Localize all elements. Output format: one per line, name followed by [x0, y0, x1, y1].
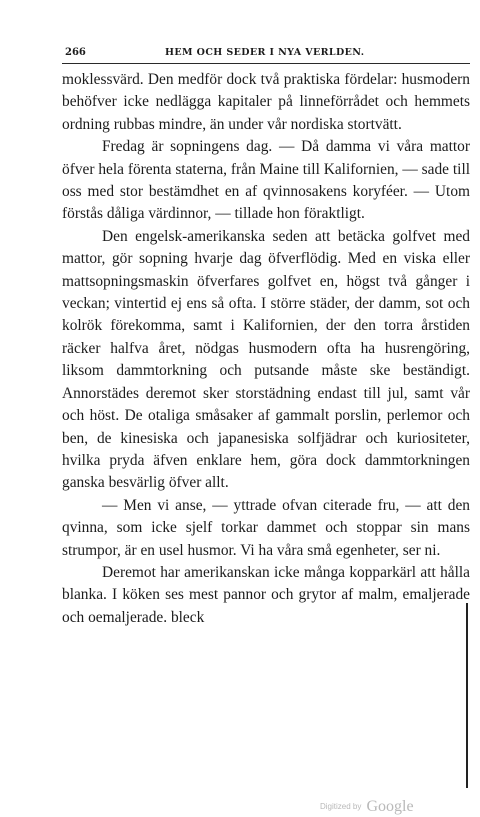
google-logo: Google	[366, 798, 414, 815]
paragraph: Fredag är sopningens dag. — Då damma vi våra mattor öfver hela förenta staterna, från Maine till Kalifornien, — sade till oss med stor bestämdhet en af qvinnosakens koryféer. — Utom förstås dåliga värdinnor, — tillade hon föraktligt.	[62, 138, 470, 223]
paragraph-continuation: moklessvärd. Den medför dock två praktiska fördelar: husmodern behöfver icke nedlägga kapitaler på linneförrådet och hemmets ordning rubbas mindre, än under vår nordiska stortvätt.	[62, 71, 470, 133]
watermark-prefix: Digitized by	[320, 802, 362, 811]
page-body	[62, 69, 470, 629]
paragraph: — Men vi anse, — yttrade ofvan citerade fru, — att den qvinna, som icke sjelf torkar dammet och stoppar sin mans strumpor, är en usel husmor. Vi ha våra små egenheter, ser ni.	[62, 496, 470, 559]
header-rule	[62, 63, 470, 64]
paragraph: Deremot har amerikanskan icke många kopparkärl att hålla blanka. I köken ses mest pannor och grytor af malm, emaljerade och oemaljerade. bleck	[62, 563, 470, 626]
digitized-watermark	[320, 796, 414, 814]
page-number: 266	[65, 47, 86, 58]
running-header	[62, 46, 470, 60]
running-title: HEM OCH SEDER I NYA VERLDEN.	[165, 47, 365, 58]
margin-scan-bar	[466, 603, 468, 788]
paragraph: Den engelsk-amerikanska seden att betäcka golfvet med mattor, gör sopning hvarje dag öfverflödig. Med en viska eller mattsopningsmaskin öfverfares golfvet en, högst två gånger i veckan; vintertid ej ens så ofta. I större städer, der damm, sot och kolrök förekomma, samt i Kalifornien, der den torra årstiden räcker halfva året, nödgas husmodern ofta ha husrengöring, liksom dammtorkning och putsande måste ske beständigt. Annorstädes deremot sker storstädning endast till jul, samt vår och höst. De otaliga småsaker af gammalt porslin, perlemor och ben, de kinesiska och japanesiska solfjädrar och kuriositeter, hvilka pryda äfven enklare hem, göra dock dammtorkningen ganska besvärlig öfver allt.	[62, 227, 470, 492]
